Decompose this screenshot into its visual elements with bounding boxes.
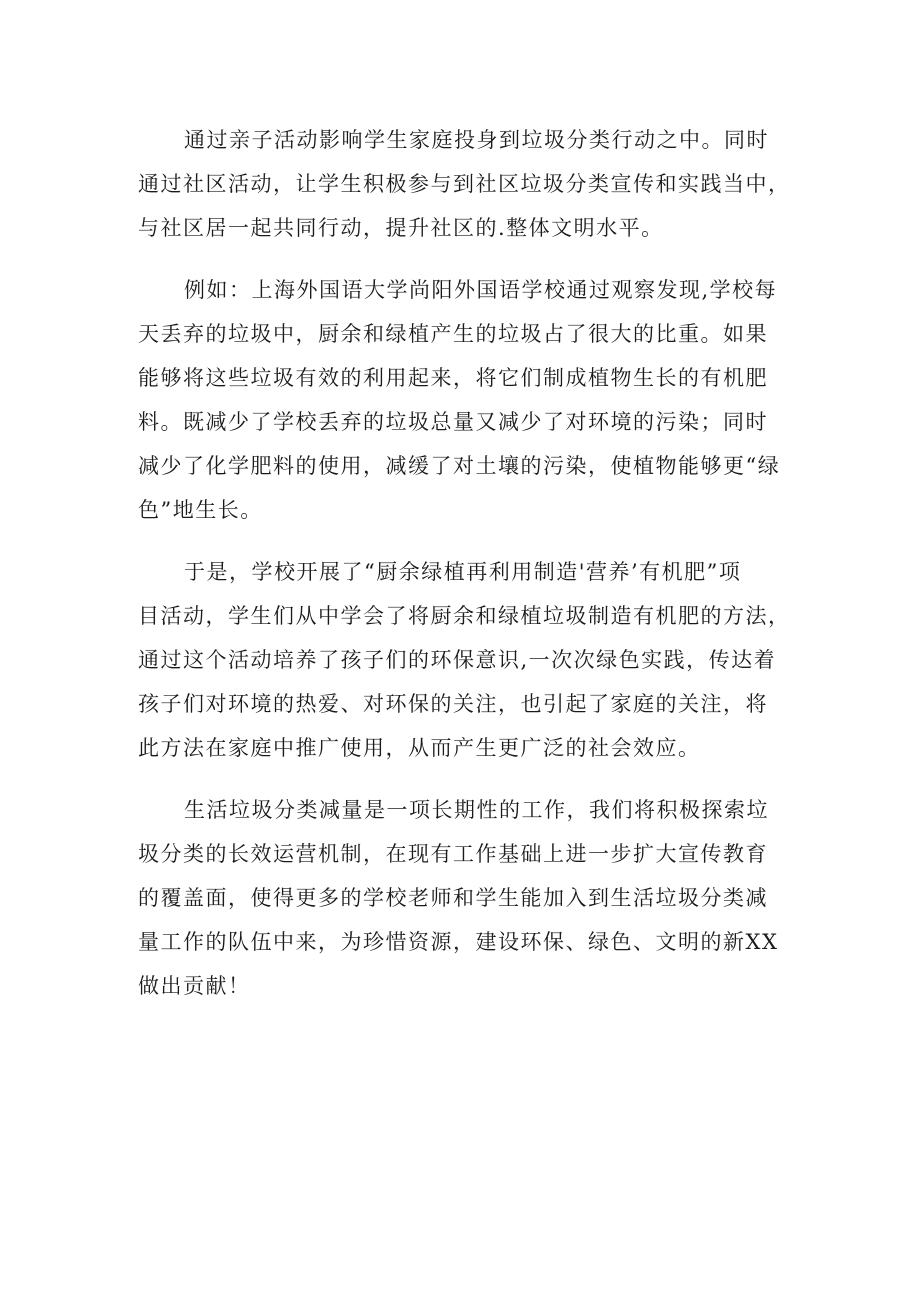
text-line: 天丢弃的垃圾中，厨余和绿植产生的垃圾占了很大的比重。如果 [138, 322, 768, 346]
paragraph-example-school [138, 268, 798, 532]
text-line: 的覆盖面，使得更多的学校老师和学生能加入到生活垃圾分类减 [138, 886, 768, 910]
text-line: 例如：上海外国语大学尚阳外国语学校通过观察发现,学校每 [184, 278, 778, 302]
text-line: 目活动，学生们从中学会了将厨余和绿植垃圾制造有机肥的方法， [138, 604, 791, 628]
text-line: 生活垃圾分类减量是一项长期性的工作，我们将积极探索垃 [184, 798, 769, 822]
text-line: 于是，学校开展了“厨余绿植再利用制造'营养’有机肥”项 [184, 560, 742, 584]
text-line: 通过社区活动，让学生积极参与到社区垃圾分类宣传和实践当中， [138, 172, 791, 196]
text-line: 此方法在家庭中推广使用，从而产生更广泛的社会效应。 [138, 736, 701, 760]
paragraph-parent-child-activity [138, 118, 798, 250]
text-line: 做出贡献！ [138, 974, 251, 998]
text-line: 料。既减少了学校丢弃的垃圾总量又减少了对环境的污染；同时 [138, 410, 768, 434]
document-body [138, 118, 798, 1026]
text-line: 色”地生长。 [138, 498, 263, 522]
paragraph-conclusion [138, 788, 798, 1008]
text-line: 通过这个活动培养了孩子们的环保意识,一次次绿色实践，传达着 [138, 648, 777, 672]
text-line: 量工作的队伍中来，为珍惜资源，建设环保、绿色、文明的新XX [138, 930, 779, 954]
text-line: 与社区居一起共同行动，提升社区的.整体文明水平。 [138, 216, 664, 240]
text-line: 圾分类的长效运营机制，在现有工作基础上进一步扩大宣传教育 [138, 842, 768, 866]
text-line: 减少了化学肥料的使用，减缓了对土壤的污染，使植物能够更“绿 [138, 454, 781, 478]
text-line: 孩子们对环境的热爱、对环保的关注，也引起了家庭的关注，将 [138, 692, 768, 716]
text-line: 能够将这些垃圾有效的利用起来，将它们制成植物生长的有机肥 [138, 366, 768, 390]
text-line: 通过亲子活动影响学生家庭投身到垃圾分类行动之中。同时 [184, 128, 769, 152]
paragraph-compost-project [138, 550, 798, 770]
